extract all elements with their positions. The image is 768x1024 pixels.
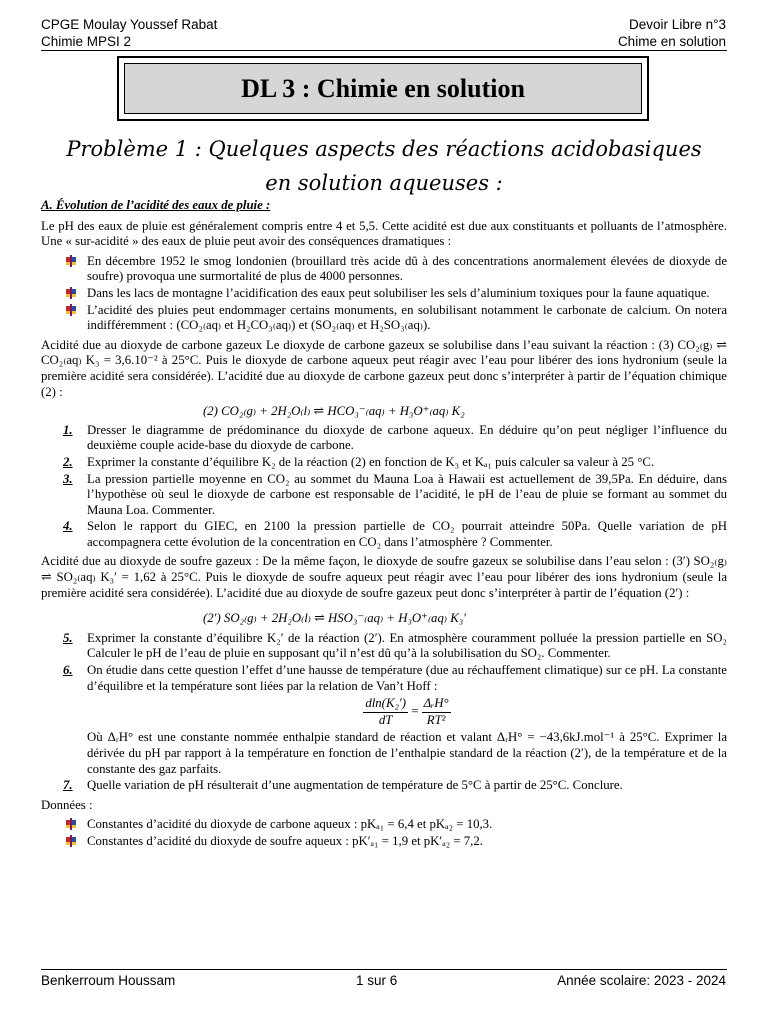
assignment-number: Devoir Libre n°3 — [629, 17, 726, 32]
footer-school-year: Année scolaire: 2023 - 2024 — [557, 973, 726, 988]
equation-2: (2) CO₂₍g₎ + 2H₂O₍l₎ ⇌ HCO₃⁻₍aq₎ + H₃O⁺₍aq₎ K₂ — [203, 404, 465, 419]
bullet-list — [41, 254, 727, 334]
questions-b — [41, 631, 727, 794]
list-item: En décembre 1952 le smog londonien (brouillard très acide dû à des concentrations anormalement élevées de dioxyde de soufre) provoqua une surmortalité de plus de 4000 personnes. — [87, 254, 727, 285]
list-item: Dans les lacs de montagne l’acidification des eaux peut solubiliser les sels d’aluminium toxiques pour la faune aquatique. — [87, 286, 727, 302]
question-2: 2. Exprimer la constante d’équilibre K₂ de la réaction (2) en fonction de K₃ et Kₐ₁ puis calculer sa valeur à 25 °C. — [63, 454, 655, 469]
page-title: DL 3 : Chimie en solution — [124, 63, 642, 114]
section-a-heading: A. Évolution de l’acidité des eaux de pluie : — [41, 198, 271, 212]
problem-title-line2: en solution aqueuses : — [265, 171, 503, 195]
pushpin-bullet-icon — [65, 818, 77, 830]
title-box — [117, 56, 649, 121]
vant-hoff-equation: $\frac{\text{dln(K₂′)}}{dT}$ = $\frac{\text{ΔᵣH°}}{\text{RT²}}$ — [365, 696, 449, 727]
main-content — [41, 198, 727, 854]
question-1: 1. Dresser le diagramme de prédominance du dioxyde de carbone aqueux. En déduire qu’on peut négliger l’influence du deuxième couple acide-base du dioxyde de carbone. — [63, 422, 727, 453]
so2-paragraph: Acidité due au dioxyde de soufre gazeux : De la même façon, le dioxyde de soufre gazeux se solubilise dans l’eau selon : (3′) SO₂₍g₎ ⇌ SO₂₍aq₎ K₃′ = 1,62 à 25°C. Puis le dioxyde de soufre aqueux peut réagir avec l’eau pour libérer des ions hydronium (seule la première acidité sera considérée). L’acidité due au dioxyde de soufre gazeux peut donc s’interpréter à partir de l’équation (2′) : — [41, 554, 727, 600]
intro-paragraph: Le pH des eaux de pluie est généralement compris entre 4 et 5,5. Cette acidité est due aux constituants et polluants de l’atmosphère. Une « sur-acidité » des eaux de pluie peut avoir des conséquences dramatiques : — [41, 218, 727, 249]
footer-rule — [41, 969, 727, 970]
header-right — [618, 16, 726, 50]
list-item: Constantes d’acidité du dioxyde de carbone aqueux : pKₐ₁ = 6,4 et pKₐ₂ = 10,3. — [87, 817, 727, 833]
class-name: Chimie MPSI 2 — [41, 34, 132, 49]
data-list — [41, 817, 727, 849]
equation-2-prime: (2′) SO₂₍g₎ + 2H₂O₍l₎ ⇌ HSO₃⁻₍aq₎ + H₃O⁺₍aq₎ K₃′ — [203, 611, 466, 626]
list-item: L’acidité des pluies peut endommager certains monuments, en solubilisant notamment le carbonate de calcium. On notera indifféremment : (CO₂₍aq₎ et H₂CO₃₍aq₎) et (SO₂₍aq₎ et H₂SO₃₍aq₎). — [87, 303, 727, 334]
question-4: 4. Selon le rapport du GIEC, en 2100 la pression partielle de CO₂ pourrait atteindre 50Pa. Quelle variation de pH accompagnera cette évolution de la concentration en CO₂ dans l’atmosphère ? Commenter. — [63, 519, 727, 549]
list-item: Constantes d’acidité du dioxyde de soufre aqueux : pK′ₐ₁ = 1,9 et pK′ₐ₂ = 7,2. — [87, 834, 727, 850]
pushpin-bullet-icon — [65, 255, 77, 267]
pushpin-bullet-icon — [65, 304, 77, 316]
question-5: 5. Exprimer la constante d’équilibre K₂′ de la réaction (2′). En atmosphère couramment polluée la pression partielle en SO₂ Calculer le pH de l’eau de pluie en supposant qu’il n’est dû qu’à la solubilisation du SO₂. Commenter. — [63, 630, 727, 661]
footer-page-number: 1 sur 6 — [356, 973, 398, 988]
header-left — [41, 16, 217, 50]
co2-paragraph: Acidité due au dioxyde de carbone gazeux Le dioxyde de carbone gazeux se solubilise dans l’eau suivant la réaction : (3) CO₂₍g₎ ⇌ CO₂₍aq₎ K₃ = 3,6.10⁻² à 25°C. Puis le dioxyde de carbone aqueux peut réagir avec l’eau pour libérer des ions hydronium (seule la première acidité sera considérée). L’acidité due au dioxyde de carbone gazeux peut donc s’interpréter à partir de l’équation chimique (2) : — [41, 337, 727, 399]
question-6-continued: Où ΔᵣH° est une constante nommée enthalpie standard de réaction et valant ΔᵣH° = −43,6kJ.mol⁻¹ à 25°C. Exprimer la dérivée du pH par rapport à la température en fonction de l’enthalpie standard de la réaction (2′), de la température et de la constante des gaz parfaits. — [87, 730, 727, 776]
question-7: 7. Quelle variation de pH résulterait d’une augmentation de température de 5°C à partir de 25°C. Conclure. — [63, 778, 623, 793]
header-rule — [41, 50, 727, 51]
data-label: Données : — [41, 797, 93, 812]
assignment-subject: Chime en solution — [617, 34, 726, 49]
school-name: CPGE Moulay Youssef Rabat — [41, 17, 218, 32]
question-3: 3. La pression partielle moyenne en CO₂ au sommet du Mauna Loa à Hawaii est actuellement de 39,5Pa. En déduire, dans l’hypothèse où seul le dioxyde de carbone est responsable de l’acidité, le pH de l’eau de pluie se formant au sommet du Mauna Loa. Commenter. — [63, 471, 727, 517]
question-6: 6. On étudie dans cette question l’effet d’une hausse de température (due au réchauffement climatique) sur ce pH. La constante d’équilibre et la température sont liées par la relation de Van’t Hoff : $\frac{\text{dln(K₂′)}}{dT}$ = $\frac{\text{ΔᵣH°}}{\text{RT²}}$ Où ΔᵣH° est une constante nommée enthalpie standard de réaction et valant ΔᵣH° = −43,6kJ.mol⁻¹ à 25°C. Exprimer la dérivée du pH par rapport à la température en fonction de l’enthalpie standard de la réaction (2′), de la température et de la constante des gaz parfaits. — [63, 663, 727, 776]
pushpin-bullet-icon — [65, 835, 77, 847]
pushpin-bullet-icon — [65, 287, 77, 299]
problem-title — [30, 132, 738, 200]
questions-a — [41, 423, 727, 551]
footer-author: Benkerroum Houssam — [41, 973, 176, 988]
problem-title-line1: Problème 1 : Quelques aspects des réactions acidobasiques — [66, 137, 702, 161]
